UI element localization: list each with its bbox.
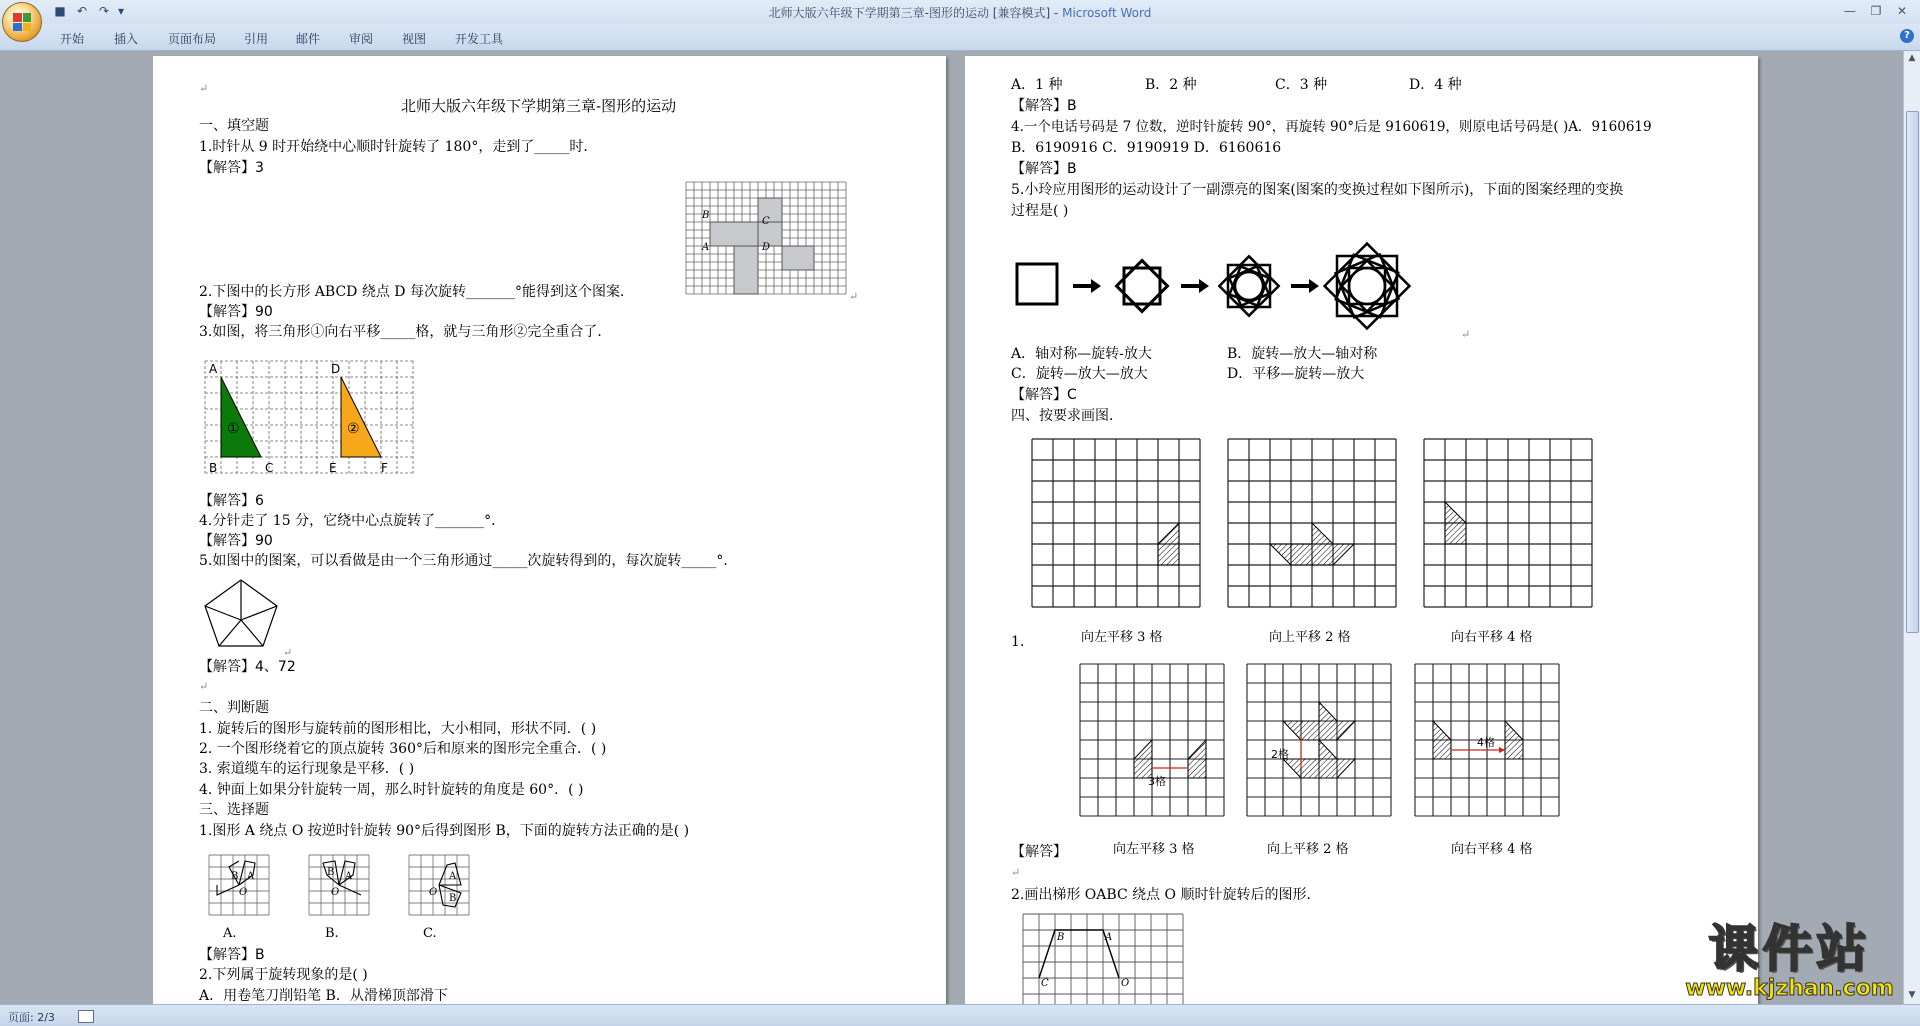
status-bar <box>0 1004 1920 1026</box>
section-heading-3: 三、选择题 <box>199 802 269 818</box>
scroll-down-icon[interactable]: ▼ <box>1908 990 1916 1000</box>
answer-translate-up-grid <box>1247 664 1391 816</box>
answer-translate-right-grid <box>1415 664 1559 816</box>
question-4: 4.分针走了 15 分，它绕中心点旋转了_______°． <box>199 513 506 529</box>
prev-options-c: C．3 种 <box>1275 77 1328 93</box>
choice-1-option-b-label: B. <box>325 926 339 941</box>
fig3-label-d: D <box>331 362 341 376</box>
tab-developer[interactable]: 开发工具 <box>455 32 504 46</box>
caption-right-top: 向右平移 4 格 <box>1451 630 1533 645</box>
choice-1-option-a-label: A. <box>223 926 237 941</box>
tab-mailings[interactable]: 邮件 <box>296 32 321 46</box>
pattern-sequence-figure <box>1011 234 1471 344</box>
doc-title: 北师大版六年级下学期第三章-图形的运动 <box>401 97 677 115</box>
translate-up-grid <box>1228 439 1396 607</box>
caption-up-bottom: 向上平移 2 格 <box>1267 842 1349 857</box>
maximize-button[interactable]: ❐ <box>1870 4 1882 18</box>
fig3-label-f: F <box>381 461 388 475</box>
fig3-label-c: C <box>265 461 274 475</box>
question-5-option-a: A．轴对称—旋转-放大 <box>1011 346 1152 362</box>
svg-text:A: A <box>345 871 353 882</box>
tab-page-layout[interactable]: 页面布局 <box>168 32 217 46</box>
choice-1-option-b-figure <box>309 855 369 915</box>
grid-label-3: 3格 <box>1148 775 1166 788</box>
section-heading-2: 二、判断题 <box>199 700 269 716</box>
fig2-label-c: C <box>762 216 770 227</box>
caption-left-top: 向左平移 3 格 <box>1081 630 1163 645</box>
app-name: Microsoft Word <box>1062 6 1152 20</box>
answer-4: 【解答】B <box>1011 161 1077 177</box>
section-heading-1: 一、填空题 <box>199 118 269 134</box>
answer-1: 【解答】3 <box>199 160 264 176</box>
fig3-label-b: B <box>209 461 218 475</box>
choice-answer-1: 【解答】B <box>199 947 265 963</box>
choice-1-option-c-figure <box>409 855 469 915</box>
tab-review[interactable]: 审阅 <box>349 32 374 46</box>
question-5-line-2: 过程是( ) <box>1011 203 1069 219</box>
choice-1-option-a-figure <box>209 855 269 915</box>
question-5-option-c: C．旋转—放大—放大 <box>1011 366 1148 382</box>
judge-3: 3. 索道缆车的运行现象是平移．( ) <box>199 761 415 777</box>
trap-label-a: A <box>1105 932 1113 943</box>
scroll-up-icon[interactable]: ▲ <box>1908 53 1916 63</box>
trapezoid-rotation-grid <box>1023 914 1183 1004</box>
proofing-icon[interactable] <box>78 1010 94 1023</box>
translate-left-grid <box>1032 439 1200 607</box>
question-2: 2.下图中的长方形 ABCD 绕点 D 每次旋转_______°能得到这个图案． <box>199 284 634 300</box>
trap-label-o: O <box>1121 978 1130 989</box>
judge-2: 2. 一个图形绕着它的顶点旋转 360°后和原来的图形完全重合．( ) <box>199 741 607 757</box>
svg-text:B: B <box>327 867 335 878</box>
save-icon[interactable]: ■ <box>54 4 66 18</box>
question-1: 1.时针从 9 时开始绕中心顺时针旋转了 180°，走到了_____时． <box>199 139 598 155</box>
help-icon[interactable]: ? <box>1900 29 1914 43</box>
question-4-line-2: B．6190916 C．9190919 D．6160616 <box>1011 140 1282 156</box>
answer-2: 【解答】90 <box>199 304 273 320</box>
svg-text:O: O <box>239 887 248 898</box>
office-logo-icon <box>13 13 31 31</box>
tab-view[interactable]: 视图 <box>402 32 427 46</box>
judge-1: 1. 旋转后的图形与旋转前的图形相比，大小相同，形状不同．( ) <box>199 721 597 737</box>
pentagon-figure <box>201 576 281 650</box>
drawing-item-number: 1. <box>1011 634 1025 650</box>
question-5-line-1: 5.小玲应用图形的运动设计了一副漂亮的图案(图案的变换过程如下图所示)，下面的图案经理的变换 <box>1011 182 1624 198</box>
prev-options-d: D．4 种 <box>1409 77 1462 93</box>
grid-label-4: 4格 <box>1477 736 1495 749</box>
translate-right-grid <box>1424 439 1592 607</box>
trap-label-b: B <box>1057 932 1065 943</box>
answer-4: 【解答】90 <box>199 533 273 549</box>
window-title: 北师大版六年级下学期第三章-图形的运动 [兼容模式] - Microsoft Word <box>768 6 1152 20</box>
rotated-rectangles-figure <box>686 182 846 294</box>
choice-2: 2.下列属于旋转现象的是( ) <box>199 967 368 983</box>
answer-prev: 【解答】B <box>1011 98 1077 114</box>
redo-icon[interactable]: ↷ <box>98 4 110 18</box>
svg-text:B: B <box>231 871 239 882</box>
svg-text:B: B <box>449 893 457 904</box>
answer-5: 【解答】C <box>1011 387 1077 403</box>
answer-5: 【解答】4、72 <box>199 659 296 675</box>
caption-left-bottom: 向左平移 3 格 <box>1113 842 1195 857</box>
choice-1: 1.图形 A 绕点 O 按逆时针旋转 90°后得到图形 B，下面的旋转方法正确的是( ) <box>199 823 690 839</box>
question-5: 5.如图中的图案，可以看做是由一个三角形通过_____次旋转得到的，每次旋转_____°． <box>199 553 738 569</box>
undo-icon[interactable]: ↶ <box>76 4 88 18</box>
fig3-triangle-2-label: ② <box>347 421 360 437</box>
fig3-label-a: A <box>209 362 218 376</box>
office-button[interactable] <box>2 2 42 42</box>
svg-text:A: A <box>247 871 255 882</box>
caption-right-bottom: 向右平移 4 格 <box>1451 842 1533 857</box>
tab-insert[interactable]: 插入 <box>114 32 139 46</box>
fig2-label-d: D <box>762 242 771 253</box>
question-5-option-d: D．平移—旋转—放大 <box>1227 366 1365 382</box>
prev-options-a: A．1 种 <box>1011 77 1063 93</box>
vertical-scrollbar[interactable] <box>1903 51 1920 1004</box>
answer-translate-left-grid <box>1080 664 1224 816</box>
answer-drawing: 【解答】 <box>1011 844 1067 860</box>
tab-references[interactable]: 引用 <box>244 32 269 46</box>
fig2-label-a: A <box>702 242 710 253</box>
grid-label-2: 2格 <box>1271 748 1289 761</box>
drawing-question-2: 2.画出梯形 OABC 绕点 O 顺时针旋转后的图形． <box>1011 887 1321 903</box>
question-4-line-1: 4.一个电话号码是 7 位数，逆时针旋转 90°，再旋转 90°后是 9160619，则原电话号码是( )A．9160619 <box>1011 119 1652 135</box>
section-heading-4: 四、按要求画图． <box>1011 408 1123 424</box>
watermark-logo: 课件站 www.kjzhan.com <box>1685 920 1894 1001</box>
minimize-button[interactable]: — <box>1844 4 1856 18</box>
question-3: 3.如图，将三角形①向右平移_____格，就与三角形②完全重合了． <box>199 324 612 340</box>
fig2-label-b: B <box>702 210 710 221</box>
caption-up-top: 向上平移 2 格 <box>1269 630 1351 645</box>
judge-4: 4. 钟面上如果分针旋转一周，那么时针旋转的角度是 60°．( ) <box>199 782 584 798</box>
qat-dropdown-icon[interactable]: ▾ <box>117 4 125 18</box>
trap-label-c: C <box>1041 978 1049 989</box>
choice-1-option-c-label: C. <box>423 926 437 941</box>
tab-home[interactable]: 开始 <box>60 32 85 46</box>
page-2: A．1 种 B．2 种 C．3 种 D．4 种 【解答】B 4.一个电话号码是 7 位数，逆时针旋转 90°，再旋转 90°后是 9160619，则原电话号码是( )A．9160619 B．6190916 C．9190919 D．6160616 【解答】B 5.小玲应用图形的运动设计了一副漂亮的图案(图案的变换过程如下图所示)，下面的图案经理的变换 过程是( ) ↵ A．轴对称—旋转-放大 B．旋转—放大—轴对称 C．旋转—放大—放大 D．平移—旋转—放大 【解答】C 四、按要求画图． 1. 向左平移 3 格 向上平移 2 格 向右平移 4 格 3格 2格 4格 【解答】 向左平移 3 格 向上平移 2 格 向右平移 4 格 ↵ 2.画出梯形 OABC 绕点 O 顺时针旋转后的图形． B A C O <box>965 56 1758 1004</box>
title-bar <box>0 0 1920 24</box>
prev-options-b: B．2 种 <box>1145 77 1197 93</box>
choice-2-options: A．用卷笔刀削铅笔 B．从滑梯顶部滑下 <box>199 988 448 1004</box>
page-1: ↵ 北师大版六年级下学期第三章-图形的运动 一、填空题 1.时针从 9 时开始绕中心顺时针旋转了 180°，走到了_____时． 【解答】3 B C A D ↵ 2.下图中的长方形 ABCD 绕点 D 每次旋转_______°能得到这个图案． 【解答】90 3.如图，将三角形①向右平移_____格，就与三角形②完全重合了． A B C D E F ① ② 【解答】6 4.分针走了 15 分，它绕中心点旋转了_______°． 【解答】90 5.如图中的图案，可以看做是由一个三角形通过_____次旋转得到的，每次旋转_____°． ↵ 【解答】4、72 ↵ 二、判断题 1. 旋转后的图形与旋转前的图形相比，大小相同，形状不同．( ) 2. 一个图形绕着它的顶点旋转 360°后和原来的图形完全重合．( ) 3. 索道缆车的运行现象是平移．( ) 4. 钟面上如果分针旋转一周，那么时针旋转的角度是 60°．( ) 三、选择题 1.图形 A 绕点 O 按逆时针旋转 90°后得到图形 B，下面的旋转方法正确的是( ) A B O A B O A B O A. B. C. 【解答】B 2.下列属于旋转现象的是( ) A．用卷笔刀削铅笔 B．从滑梯顶部滑下 <box>153 56 946 1004</box>
svg-text:O: O <box>331 887 340 898</box>
fig3-triangle-1-label: ① <box>227 421 240 437</box>
close-button[interactable]: ✕ <box>1896 4 1908 18</box>
paragraph-mark: ↵ <box>199 82 209 95</box>
ribbon-tabs <box>0 24 1920 51</box>
question-5-option-b: B．旋转—放大—轴对称 <box>1227 346 1378 362</box>
fig3-label-e: E <box>329 461 337 475</box>
scrollbar-thumb[interactable] <box>1906 111 1919 633</box>
svg-text:A: A <box>449 871 457 882</box>
page-indicator[interactable]: 页面: 2/3 <box>8 1011 55 1024</box>
answer-3: 【解答】6 <box>199 493 264 509</box>
document-area[interactable] <box>0 51 1904 1004</box>
svg-text:O: O <box>429 887 438 898</box>
triangle-translation-figure <box>203 359 411 481</box>
